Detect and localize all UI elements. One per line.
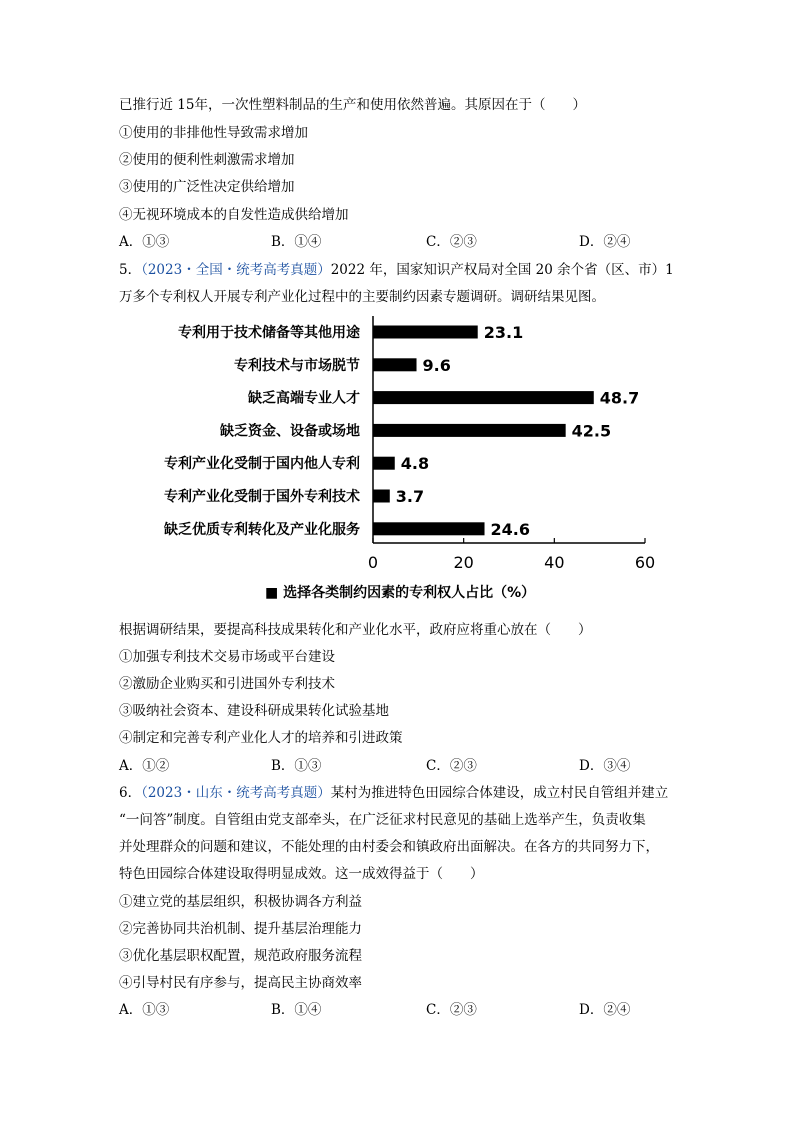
chart-value-label: 4.8 [400,454,430,474]
chart-bar [373,457,395,470]
chart-category-label: 专利产业化受制于国外专利技术 [164,489,360,505]
chart-value-label: 23.1 [483,323,524,342]
chart-value-label: 42.5 [571,421,612,441]
chart-bar [373,326,478,339]
q4-choice-a[interactable]: A．①③ [119,234,170,250]
q6-stem-line-3: 并处理群众的问题和建议，不能处理的由村委会和镇政府出面解决。在各方的共同努力下， [119,839,659,855]
chart-category-label: 专利产业化受制于国内他人专利 [164,456,360,473]
chart-x-tick-label: 0 [367,553,379,572]
q6-item-3: ③优化基层职权配置，规范政府服务流程 [119,948,362,964]
q6-item-1: ①建立党的基层组织，积极协调各方利益 [119,894,362,910]
q4-item-3: ③使用的广泛性决定供给增加 [119,179,295,195]
q5-item-2: ②激励企业购买和引进国外专利技术 [119,676,335,692]
chart-category-label: 缺乏高端专业人才 [248,390,360,407]
q4-stem: 已推行近 15年，一次性塑料制品的生产和使用依然普遍。其原因在于（ ） [119,97,586,113]
chart-bar [373,424,566,437]
q5-choice-d[interactable]: D．③④ [579,758,631,774]
q4-choice-d[interactable]: D．②④ [579,234,631,250]
q6-stem-line-1 [119,784,668,802]
chart-x-tick-label: 60 [634,553,656,572]
q5-choice-a[interactable]: A．①② [119,758,170,774]
q6-source: （2023・山东・统考高考真题） [141,785,331,801]
chart-category-label: 缺乏优质专利转化及产业化服务 [164,521,360,538]
q5-stem-text: 2022 年，国家知识产权局对全国 20 余个省（区、市）1 [330,262,674,278]
q6-stem-text: 某村为推进特色田园综合体建设，成立村民自管组并建立 [330,785,669,801]
chart-bar [373,522,485,535]
q6-choice-b[interactable]: B．①④ [271,1002,322,1018]
chart-bar [373,490,390,503]
q5-question: 根据调研结果，要提高科技成果转化和产业化水平，政府应将重心放在（ ） [119,622,592,638]
q5-choice-c[interactable]: C．②③ [426,758,477,774]
q6-item-4: ④引导村民有序参与，提高民主协商效率 [119,975,362,991]
q5-number: 5． [119,262,142,278]
chart-bar [373,358,417,371]
chart-category-label: 缺乏资金、设备或场地 [220,423,360,440]
chart-category-label: 专利用于技术储备等其他用途 [178,325,360,341]
chart-value-label: 9.6 [422,355,451,375]
chart-x-tick-label: 40 [544,553,565,572]
chart-legend: ■ 选择各类制约因素的专利权人占比（%） [265,585,536,601]
chart-x-tick-label: 20 [453,553,474,572]
q6-stem-line-4: 特色田园综合体建设取得明显成效。这一成效得益于（ ） [119,866,484,882]
q5-item-3: ③吸纳社会资本、建设科研成果转化试验基地 [119,703,389,719]
chart-category-label: 专利技术与市场脱节 [234,357,360,374]
q5-stem-line-2: 万多个专利权人开展专利产业化过程中的主要制约因素专题调研。调研结果见图。 [119,289,605,305]
q5-choice-b[interactable]: B．①③ [271,758,322,774]
q4-item-4: ④无视环境成本的自发性造成供给增加 [119,207,349,223]
q4-item-2: ②使用的便利性刺激需求增加 [119,152,295,168]
chart-value-label: 3.7 [395,487,425,506]
q5-item-1: ①加强专利技术交易市场或平台建设 [119,649,335,665]
q5-item-4: ④制定和完善专利产业化人才的培养和引进政策 [119,730,403,746]
q4-choice-c[interactable]: C．②③ [426,234,477,250]
q4-choice-b[interactable]: B．①④ [271,234,322,250]
q4-item-1: ①使用的非排他性导致需求增加 [119,125,308,141]
q6-choice-a[interactable]: A．①③ [119,1002,170,1018]
q6-item-2: ②完善协同共治机制、提升基层治理能力 [119,921,362,937]
q5-source: （2023・全国・统考高考真题） [141,262,331,278]
q6-number: 6． [119,785,142,801]
q6-choice-c[interactable]: C．②③ [426,1002,477,1018]
q6-stem-line-2: “一问答”制度。自管组由党支部牵头，在广泛征求村民意见的基础上选举产生，负责收集 [119,812,646,828]
chart-value-label: 24.6 [490,519,531,539]
chart-bar [373,391,594,404]
chart-value-label: 48.7 [599,388,640,408]
q6-choice-d[interactable]: D．②④ [579,1002,631,1018]
